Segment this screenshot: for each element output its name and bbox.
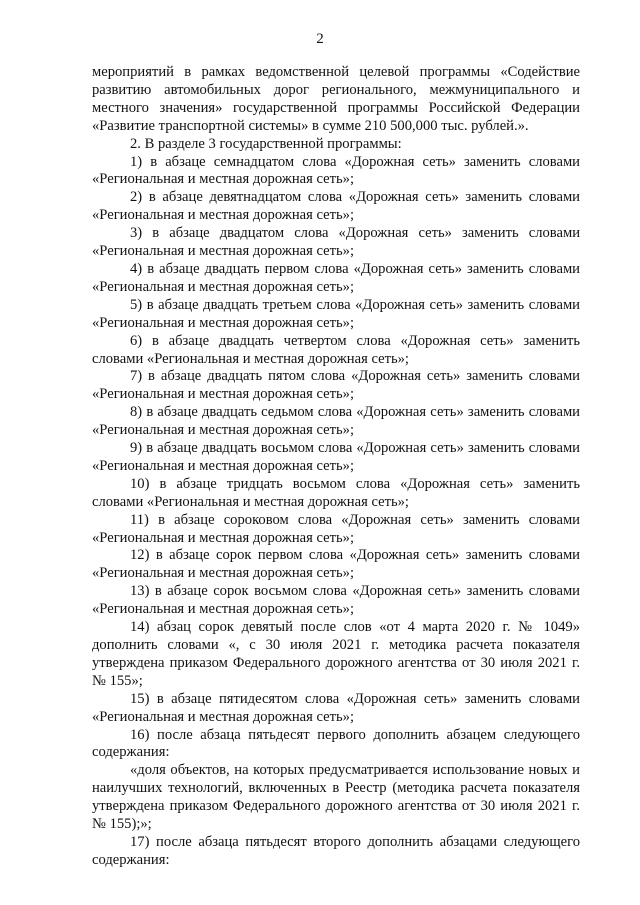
paragraph-11: 9) в абзаце двадцать восьмом слова «Дорожная сеть» заменить словами «Региональная и местная дорожная сеть»; [92,440,580,474]
paragraph-15: 13) в абзаце сорок восьмом слова «Дорожная сеть» заменить словами «Региональная и местная дорожная сеть»; [92,583,580,618]
paragraph-14: 12) в абзаце сорок первом слова «Дорожная сеть» заменить словами «Региональная и местная дорожная сеть»; [92,547,580,582]
paragraph-13: 11) в абзаце сороковом слова «Дорожная сеть» заменить словами «Региональная и местная дорожная сеть»; [92,511,580,546]
paragraph-9: 7) в абзаце двадцать пятом слова «Дорожная сеть» заменить словами «Региональная и местная дорожная сеть»; [92,368,580,403]
page-number: 2 [316,31,324,47]
paragraph-10: 8) в абзаце двадцать седьмом слова «Дорожная сеть» заменить словами «Региональная и местная дорожная сеть»; [92,404,580,439]
paragraph-6: 4) в абзаце двадцать первом слова «Дорожная сеть» заменить словами «Региональная и местная дорожная сеть»; [92,260,580,295]
paragraph-4: 2) в абзаце девятнадцатом слова «Дорожная сеть» заменить словами «Региональная и местная дорожная сеть»; [92,189,580,224]
paragraph-20: 17) после абзаца пятьдесят второго дополнить абзацами следующего содержания: [92,833,580,868]
paragraph-3: 1) в абзаце семнадцатом слова «Дорожная сеть» заменить словами «Региональная и местная дорожная сеть»; [92,153,580,188]
paragraph-7: 5) в абзаце двадцать третьем слова «Дорожная сеть» заменить словами «Региональная и местная дорожная сеть»; [92,296,580,331]
paragraph-1: мероприятий в рамках ведомственной целевой программы «Содействие развитию автомобильных дорог регионального, межмуниципального и местного значения» государственной программы Российской Федерации «Развитие транспортной системы» в сумме 210 500,000 тыс. рублей.». [92,64,580,134]
paragraph-8: 6) в абзаце двадцать четвертом слова «Дорожная сеть» заменить словами «Региональная и местная дорожная сеть»; [92,332,580,367]
paragraph-16: 14) абзац сорок девятый после слов «от 4 марта 2020 г. № 1049» дополнить словами «, с 30 июля 2021 г. методика расчета показателя утверждена приказом Федерального дорожного агентства от 30 июля 2021 г. № 155»; [92,619,580,689]
paragraph-2: 2. В разделе 3 государственной программы: [130,135,402,152]
paragraph-19: «доля объектов, на которых предусматривается использование новых и наилучших технологий, включенных в Реестр (методика расчета показателя утверждена приказом Федерального дорожного агентства от 30 июля 2021 г. № 155);»; [92,762,580,833]
paragraph-5: 3) в абзаце двадцатом слова «Дорожная сеть» заменить словами «Региональная и местная дорожная сеть»; [92,225,580,260]
document-body [92,64,580,870]
paragraph-17: 15) в абзаце пятидесятом слова «Дорожная сеть» заменить словами «Региональная и местная дорожная сеть»; [92,690,580,725]
paragraph-12: 10) в абзаце тридцать восьмом слова «Дорожная сеть» заменить словами «Региональная и местная дорожная сеть»; [92,475,580,510]
paragraph-18: 16) после абзаца пятьдесят первого дополнить абзацем следующего содержания: [92,726,580,761]
